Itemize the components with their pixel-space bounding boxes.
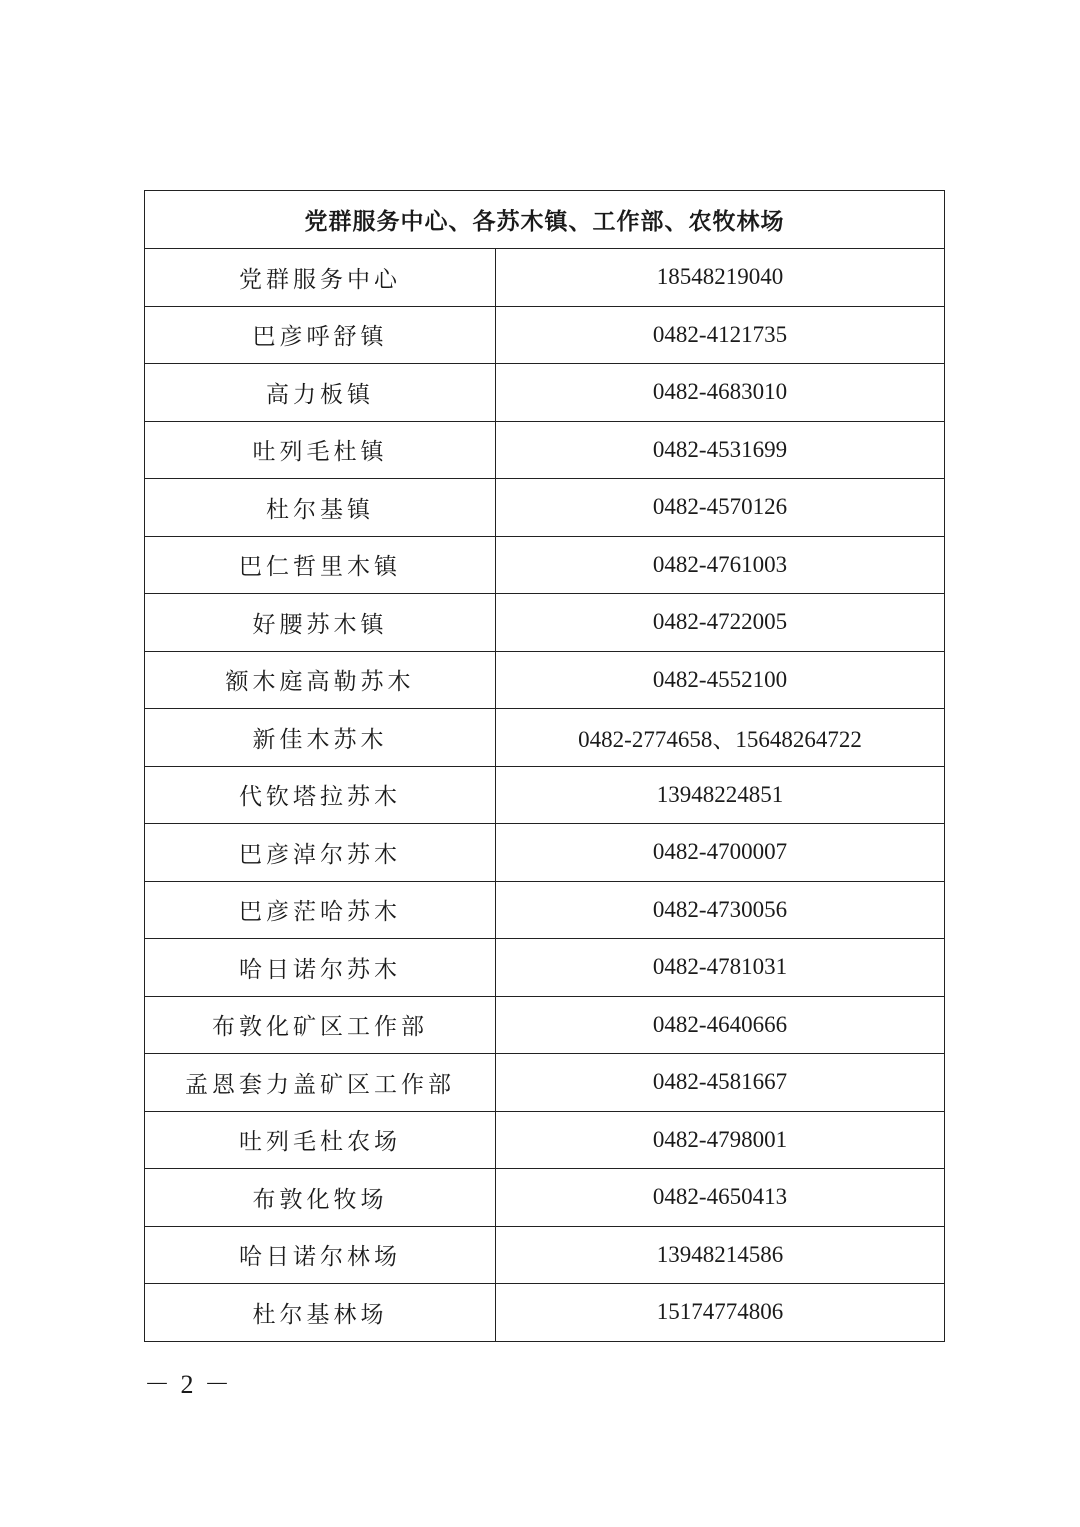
table-row [145,1054,945,1112]
table-row [145,421,945,479]
unit-name-cell: 布敦化矿区工作部 [145,996,496,1054]
unit-name-cell: 杜尔基镇 [145,479,496,537]
table-row [145,306,945,364]
phone-cell: 0482-4722005 [496,594,945,652]
table-row [145,536,945,594]
unit-name-cell: 好腰苏木镇 [145,594,496,652]
table-row [145,249,945,307]
table-row [145,996,945,1054]
unit-name-cell: 吐列毛杜镇 [145,421,496,479]
unit-name-cell: 代钦塔拉苏木 [145,766,496,824]
table-row [145,1226,945,1284]
phone-cell: 13948224851 [496,766,945,824]
table-row [145,824,945,882]
phone-cell: 0482-4121735 [496,306,945,364]
phone-cell: 0482-4640666 [496,996,945,1054]
contact-table [144,190,945,1342]
table-row [145,1284,945,1342]
phone-cell: 0482-4798001 [496,1111,945,1169]
unit-name-cell: 巴彦淖尔苏木 [145,824,496,882]
unit-name-cell: 吐列毛杜农场 [145,1111,496,1169]
table-row [145,881,945,939]
unit-name-cell: 党群服务中心 [145,249,496,307]
table-row [145,709,945,767]
phone-cell: 0482-4650413 [496,1169,945,1227]
phone-cell: 0482-4683010 [496,364,945,422]
table-row [145,479,945,537]
phone-cell: 0482-4531699 [496,421,945,479]
unit-name-cell: 高力板镇 [145,364,496,422]
table-row [145,1169,945,1227]
unit-name-cell: 孟恩套力盖矿区工作部 [145,1054,496,1112]
unit-name-cell: 巴彦呼舒镇 [145,306,496,364]
table-row [145,364,945,422]
table-title: 党群服务中心、各苏木镇、工作部、农牧林场 [145,191,945,249]
unit-name-cell: 巴彦茫哈苏木 [145,881,496,939]
phone-cell: 0482-2774658、15648264722 [496,709,945,767]
unit-name-cell: 哈日诺尔苏木 [145,939,496,997]
unit-name-cell: 哈日诺尔林场 [145,1226,496,1284]
unit-name-cell: 杜尔基林场 [145,1284,496,1342]
table-title-row [145,191,945,249]
table-row [145,939,945,997]
unit-name-cell: 布敦化牧场 [145,1169,496,1227]
table-row [145,1111,945,1169]
table-row [145,651,945,709]
table-row [145,766,945,824]
phone-cell: 15174774806 [496,1284,945,1342]
unit-name-cell: 新佳木苏木 [145,709,496,767]
phone-cell: 0482-4570126 [496,479,945,537]
phone-cell: 0482-4781031 [496,939,945,997]
phone-cell: 0482-4761003 [496,536,945,594]
phone-cell: 0482-4581667 [496,1054,945,1112]
phone-cell: 0482-4730056 [496,881,945,939]
phone-cell: 13948214586 [496,1226,945,1284]
page-number: － 2 － [144,1370,233,1399]
unit-name-cell: 巴仁哲里木镇 [145,536,496,594]
phone-cell: 0482-4552100 [496,651,945,709]
phone-cell: 18548219040 [496,249,945,307]
table-row [145,594,945,652]
phone-cell: 0482-4700007 [496,824,945,882]
unit-name-cell: 额木庭高勒苏木 [145,651,496,709]
